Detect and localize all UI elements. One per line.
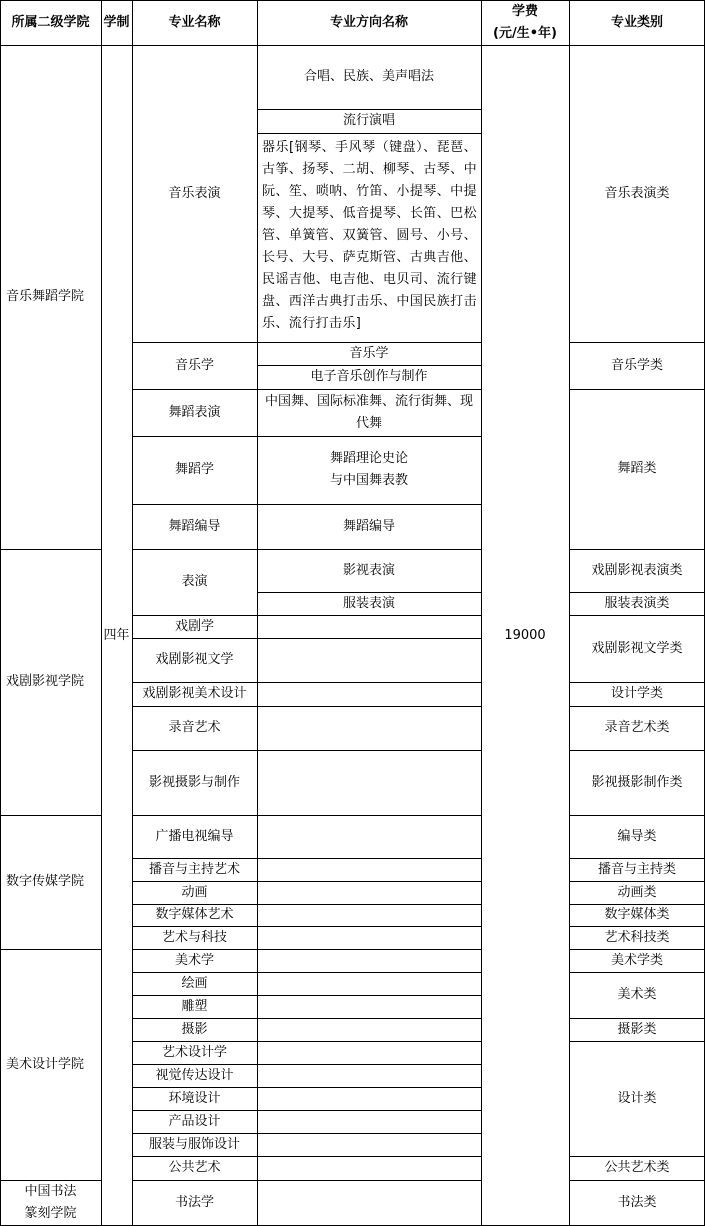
header-major: 专业名称 (168, 14, 221, 30)
major-product-design: 产品设计 (168, 1113, 221, 1129)
category-recording-art: 录音艺术类 (604, 720, 670, 735)
category-fine-arts: 美术类 (617, 987, 657, 1002)
direction-choreography: 舞蹈编导 (342, 518, 395, 534)
direction-pop-singing: 流行演唱 (342, 113, 395, 128)
major-musicology: 音乐学 (174, 357, 214, 373)
category-design-studies: 设计学类 (610, 686, 663, 701)
category-digital-media: 数字媒体类 (604, 907, 670, 922)
category-art-technology: 艺术科技类 (604, 929, 670, 945)
major-broadcasting-hosting: 播音与主持艺术 (148, 861, 240, 877)
major-film-photography: 影视摄影与制作 (148, 774, 240, 790)
category-animation: 动画类 (617, 884, 657, 900)
major-acting: 表演 (181, 574, 208, 589)
direction-dance-theory: 舞蹈理论史论 与中国舞表教 (329, 451, 408, 488)
category-public-art: 公共艺术类 (604, 1160, 670, 1175)
category-musicology: 音乐学类 (610, 357, 663, 373)
major-music-performance: 音乐表演 (168, 185, 221, 201)
category-fine-arts-studies: 美术学类 (610, 952, 663, 968)
category-dance: 舞蹈类 (617, 461, 657, 476)
major-photography: 摄影 (181, 1021, 208, 1037)
major-digital-media-art: 数字媒体艺术 (155, 907, 234, 922)
major-painting: 绘画 (181, 975, 208, 991)
major-dance-performance: 舞蹈表演 (168, 404, 221, 420)
major-sculpture: 雕塑 (181, 998, 208, 1014)
major-broadcast-tv-directing: 广播电视编导 (155, 828, 234, 844)
major-fine-arts-studies: 美术学 (174, 952, 214, 968)
direction-instrumental: 器乐[钢琴、手风琴（键盘）、琵琶、古筝、扬琴、二胡、柳琴、古琴、中阮、笙、唢呐、竹笛、小提琴、中提琴、大提琴、低音提琴、长笛、巴松管、单簧管、双簧管、圆号、小号、长号、大号、萨克斯管、古典吉他、民谣吉他、电吉他、电贝司、流行键盘、西洋古典打击乐、中国民族打击乐、流行打击乐] (262, 140, 477, 331)
major-environmental-design: 环境设计 (168, 1090, 221, 1106)
direction-musicology: 音乐学 (349, 345, 389, 361)
category-music-performance: 音乐表演类 (604, 185, 670, 201)
direction-electronic-music: 电子音乐创作与制作 (310, 369, 428, 384)
category-design: 设计类 (617, 1090, 657, 1106)
major-fashion-design: 服装与服饰设计 (148, 1136, 240, 1152)
college-music-dance: 音乐舞蹈学院 (6, 289, 85, 304)
major-recording-art: 录音艺术 (168, 720, 221, 735)
duration-value: 四年 (103, 627, 130, 643)
major-animation: 动画 (181, 884, 208, 900)
direction-film-acting: 影视表演 (342, 562, 395, 578)
category-photography: 摄影类 (617, 1021, 657, 1037)
category-drama-film-performance: 戏剧影视表演类 (591, 562, 683, 578)
header-duration: 学制 (103, 14, 130, 30)
category-calligraphy: 书法类 (617, 1195, 657, 1210)
category-film-photography: 影视摄影制作类 (591, 774, 683, 790)
category-costume-performance: 服装表演类 (604, 595, 670, 611)
major-art-design-studies: 艺术设计学 (161, 1044, 227, 1060)
major-drama-film-art-design: 戏剧影视美术设计 (142, 686, 247, 701)
college-calligraphy: 中国书法 篆刻学院 (24, 1184, 77, 1221)
header-direction: 专业方向名称 (329, 14, 408, 30)
major-choreography: 舞蹈编导 (168, 518, 221, 534)
college-fine-art-design: 美术设计学院 (6, 1056, 85, 1072)
direction-costume-performance: 服装表演 (342, 595, 395, 611)
major-calligraphy: 书法学 (174, 1195, 214, 1210)
header-college: 所属二级学院 (11, 14, 90, 30)
major-art-and-technology: 艺术与科技 (161, 929, 227, 945)
major-dance-studies: 舞蹈学 (174, 462, 214, 477)
header-category: 专业类别 (610, 14, 663, 30)
major-drama-film-literature: 戏剧影视文学 (155, 652, 234, 667)
category-directing: 编导类 (617, 828, 657, 844)
header-fee: 学费 (元/生•年) (493, 3, 557, 41)
major-theatre-studies: 戏剧学 (174, 618, 214, 634)
major-visual-communication: 视觉传达设计 (155, 1067, 234, 1083)
direction-chorus-vocal: 合唱、民族、美声唱法 (303, 69, 434, 84)
category-drama-film-literature: 戏剧影视文学类 (591, 640, 683, 656)
fee-value: 19000 (504, 627, 546, 643)
direction-dance-styles: 中国舞、国际标准舞、流行街舞、现代舞 (264, 393, 473, 431)
college-digital-media: 数字传媒学院 (6, 874, 85, 889)
college-drama-film: 戏剧影视学院 (6, 674, 85, 689)
category-broadcasting-hosting: 播音与主持类 (597, 861, 676, 877)
major-public-art: 公共艺术 (168, 1160, 221, 1175)
